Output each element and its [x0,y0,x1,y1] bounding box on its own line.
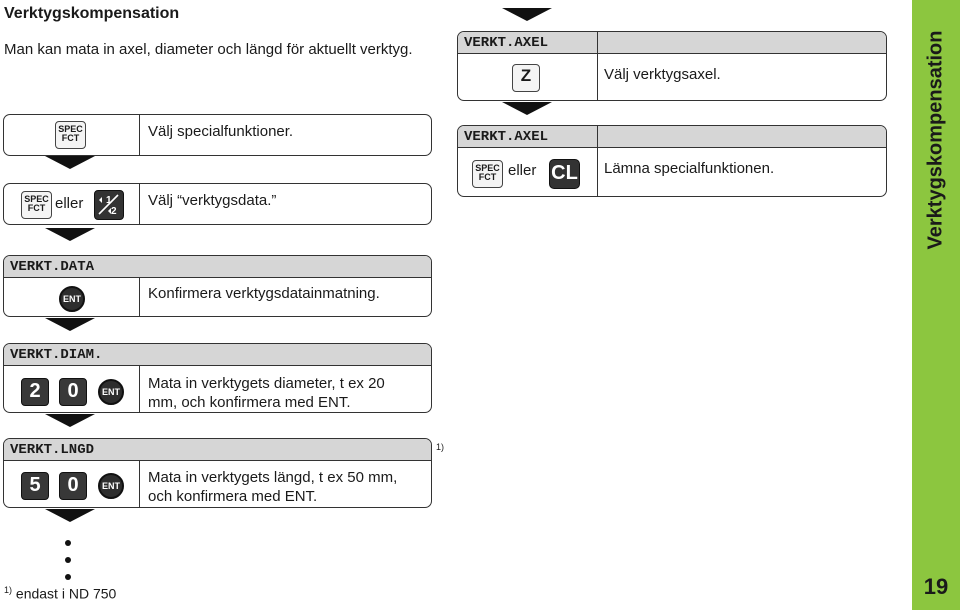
continuation-dot [65,540,71,546]
spec-key-bottom-label: FCT [27,203,46,213]
ent-key-label: ENT [102,481,120,491]
display-verkt-data: VERKT.DATA [4,256,431,278]
step-verkt-lngd [3,438,432,508]
tool-key[interactable] [94,190,124,220]
arrow-down-icon [502,102,552,115]
tool-key-top: 1 [106,195,112,206]
footnote-text: endast i ND 750 [15,585,117,602]
or-label: eller [508,162,537,179]
step-verkt-axel-1 [457,31,887,101]
lngd-footnote-marker: 1) [436,442,445,452]
arrow-down-icon [45,228,95,241]
display-verkt-diam: VERKT.DIAM. [4,344,431,366]
arrow-down-icon [45,414,95,427]
axel1-text: Välj verktygsaxel. [604,66,721,83]
spec-key-bottom-label: FCT [61,133,80,143]
arrow-down-icon [45,509,95,522]
intro-text: Man kan mata in axel, diameter och längd för aktuellt verktyg. [4,41,413,58]
step-verkt-axel-2 [457,125,887,197]
display-verkt-lngd: VERKT.LNGD [4,439,431,461]
lngd-text-line2: och konfirmera med ENT. [148,488,318,505]
diam-text-line1: Mata in verktygets diameter, t ex 20 [148,375,385,392]
step-spec-fct [3,114,432,156]
spec-key-top-label: SPEC [58,124,83,134]
side-tab-label: Verktygskompensation [924,30,947,250]
arrow-down-icon [45,156,95,169]
ent-key-label: ENT [102,387,120,397]
digit-5-key[interactable]: 5 [21,472,49,500]
arrow-down-icon [45,318,95,331]
spec-key-top-label: SPEC [475,163,500,173]
continuation-dot [65,574,71,580]
digit-0-key[interactable]: 0 [59,472,87,500]
display-verkt-axel: VERKT.AXEL [458,32,886,54]
footnote [4,585,116,602]
axel2-text: Lämna specialfunktionen. [604,160,775,177]
step-verkt-data [3,255,432,317]
spec-fct-key[interactable] [472,160,503,188]
spec-fct-key[interactable] [21,191,52,219]
ent-key-label: ENT [63,294,81,304]
page-number: 19 [923,574,949,599]
ent-key[interactable] [98,473,124,499]
spec-key-top-label: SPEC [24,194,49,204]
data-text: Konfirmera verktygsdatainmatning. [148,285,380,302]
spec-fct-key[interactable] [55,121,86,149]
footnote-marker: 1) [4,585,13,595]
continuation-dot [65,557,71,563]
digit-0-key[interactable]: 0 [59,378,87,406]
step-tool-data [3,183,432,225]
spec-key-bottom-label: FCT [478,172,497,182]
ent-key[interactable] [98,379,124,405]
arrow-down-icon [502,8,552,21]
or-label: eller [55,195,84,212]
tool-key-bottom: 2 [111,206,117,217]
diam-text-line2: mm, och konfirmera med ENT. [148,394,351,411]
lngd-text-line1: Mata in verktygets längd, t ex 50 mm, [148,469,398,486]
step1-text: Välj specialfunktioner. [148,123,294,140]
display-verkt-axel: VERKT.AXEL [458,126,886,148]
step-verkt-diam [3,343,432,413]
cl-key[interactable]: CL [549,159,580,189]
z-axis-key[interactable]: Z [512,64,540,92]
digit-2-key[interactable]: 2 [21,378,49,406]
page-title: Verktygskompensation [4,5,180,22]
ent-key[interactable] [59,286,85,312]
step2-text: Välj “verktygsdata.” [148,192,277,209]
